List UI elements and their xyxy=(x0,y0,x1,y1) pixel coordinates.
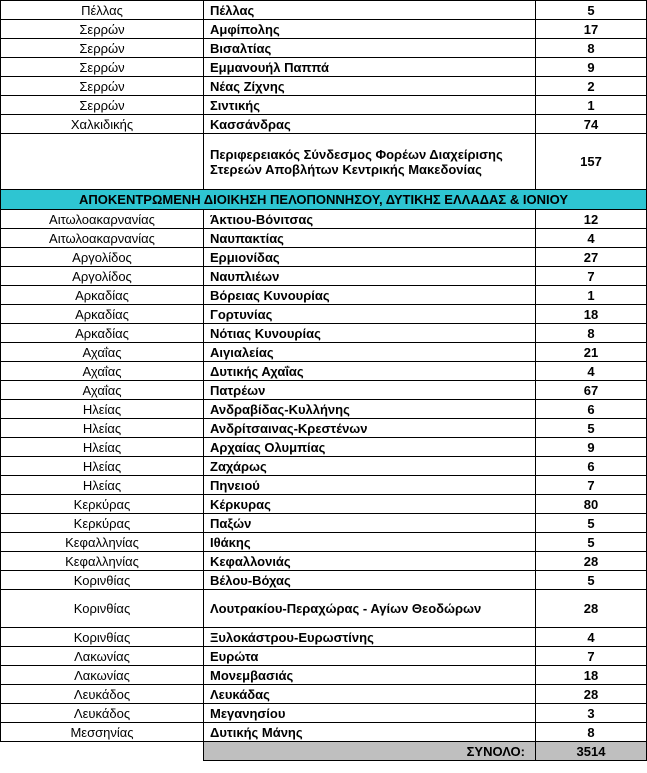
value-cell: 5 xyxy=(536,419,647,438)
prefecture-cell: Σερρών xyxy=(1,39,204,58)
municipality-cell: Παξών xyxy=(204,514,536,533)
total-section xyxy=(1,742,647,761)
prefecture-cell: Αργολίδος xyxy=(1,267,204,286)
table-row xyxy=(1,704,647,723)
value-cell: 157 xyxy=(536,134,647,190)
table-row xyxy=(1,96,647,115)
prefecture-cell: Κορινθίας xyxy=(1,590,204,628)
prefecture-cell: Κεφαλληνίας xyxy=(1,533,204,552)
prefecture-cell: Αρκαδίας xyxy=(1,324,204,343)
prefecture-cell: Σερρών xyxy=(1,20,204,39)
value-cell: 18 xyxy=(536,305,647,324)
prefecture-cell: Πέλλας xyxy=(1,1,204,20)
municipality-cell: Κασσάνδρας xyxy=(204,115,536,134)
municipality-cell: Μονεμβασιάς xyxy=(204,666,536,685)
municipality-cell: Λευκάδας xyxy=(204,685,536,704)
municipality-cell: Ναυπλιέων xyxy=(204,267,536,286)
value-cell: 2 xyxy=(536,77,647,96)
prefecture-cell xyxy=(1,134,204,190)
table-row xyxy=(1,210,647,229)
value-cell: 5 xyxy=(536,533,647,552)
value-cell: 4 xyxy=(536,229,647,248)
table-row xyxy=(1,628,647,647)
table-row xyxy=(1,305,647,324)
prefecture-cell: Ηλείας xyxy=(1,476,204,495)
value-cell: 8 xyxy=(536,723,647,742)
prefecture-cell: Αχαΐας xyxy=(1,343,204,362)
municipality-cell: Ανδρίτσαινας-Κρεστένων xyxy=(204,419,536,438)
value-cell: 6 xyxy=(536,457,647,476)
table-row xyxy=(1,1,647,20)
total-label: ΣΥΝΟΛΟ: xyxy=(204,742,536,761)
municipality-cell: Βέλου-Βόχας xyxy=(204,571,536,590)
municipality-cell: Αιγιαλείας xyxy=(204,343,536,362)
municipality-cell: Βόρειας Κυνουρίας xyxy=(204,286,536,305)
table-row xyxy=(1,58,647,77)
prefecture-cell: Σερρών xyxy=(1,77,204,96)
prefecture-cell: Αχαΐας xyxy=(1,381,204,400)
value-cell: 12 xyxy=(536,210,647,229)
municipality-cell: Κέρκυρας xyxy=(204,495,536,514)
table-row xyxy=(1,723,647,742)
municipality-cell: Αρχαίας Ολυμπίας xyxy=(204,438,536,457)
prefecture-cell: Αρκαδίας xyxy=(1,305,204,324)
table-row xyxy=(1,343,647,362)
municipality-cell: Νότιας Κυνουρίας xyxy=(204,324,536,343)
municipality-cell: Λουτρακίου-Περαχώρας - Αγίων Θεοδώρων xyxy=(204,590,536,628)
table-row xyxy=(1,514,647,533)
value-cell: 80 xyxy=(536,495,647,514)
table-row xyxy=(1,419,647,438)
value-cell: 7 xyxy=(536,647,647,666)
prefecture-cell: Λακωνίας xyxy=(1,647,204,666)
municipality-cell: Πατρέων xyxy=(204,381,536,400)
table-body-bottom xyxy=(1,210,647,742)
value-cell: 8 xyxy=(536,324,647,343)
municipality-cell: Δυτικής Αχαΐας xyxy=(204,362,536,381)
municipality-cell: Πηνειού xyxy=(204,476,536,495)
value-cell: 5 xyxy=(536,1,647,20)
value-cell: 9 xyxy=(536,58,647,77)
table-row xyxy=(1,552,647,571)
value-cell: 5 xyxy=(536,571,647,590)
region-header-row xyxy=(1,190,647,210)
prefecture-cell: Αργολίδος xyxy=(1,248,204,267)
table-row xyxy=(1,115,647,134)
prefecture-cell: Ηλείας xyxy=(1,400,204,419)
prefecture-cell: Μεσσηνίας xyxy=(1,723,204,742)
table-row xyxy=(1,134,647,190)
prefecture-cell: Κερκύρας xyxy=(1,514,204,533)
value-cell: 4 xyxy=(536,628,647,647)
total-value: 3514 xyxy=(536,742,647,761)
municipality-cell: Αμφίπολης xyxy=(204,20,536,39)
table-row xyxy=(1,647,647,666)
table-row xyxy=(1,324,647,343)
table-row xyxy=(1,400,647,419)
total-blank-cell xyxy=(1,742,204,761)
table-row xyxy=(1,77,647,96)
value-cell: 21 xyxy=(536,343,647,362)
prefecture-cell: Αρκαδίας xyxy=(1,286,204,305)
prefecture-cell: Σερρών xyxy=(1,96,204,115)
table-row xyxy=(1,20,647,39)
municipality-cell: Ανδραβίδας-Κυλλήνης xyxy=(204,400,536,419)
table-row xyxy=(1,381,647,400)
prefecture-cell: Αιτωλοακαρνανίας xyxy=(1,229,204,248)
value-cell: 28 xyxy=(536,685,647,704)
table-row xyxy=(1,248,647,267)
value-cell: 27 xyxy=(536,248,647,267)
value-cell: 17 xyxy=(536,20,647,39)
value-cell: 4 xyxy=(536,362,647,381)
prefecture-cell: Σερρών xyxy=(1,58,204,77)
value-cell: 6 xyxy=(536,400,647,419)
prefecture-cell: Κορινθίας xyxy=(1,571,204,590)
value-cell: 9 xyxy=(536,438,647,457)
prefecture-cell: Λακωνίας xyxy=(1,666,204,685)
table-row xyxy=(1,685,647,704)
prefecture-cell: Κερκύρας xyxy=(1,495,204,514)
value-cell: 67 xyxy=(536,381,647,400)
table-row xyxy=(1,39,647,58)
value-cell: 7 xyxy=(536,476,647,495)
municipality-cell: Άκτιου-Βόνιτσας xyxy=(204,210,536,229)
prefecture-cell: Αχαΐας xyxy=(1,362,204,381)
value-cell: 7 xyxy=(536,267,647,286)
table-row xyxy=(1,476,647,495)
total-row xyxy=(1,742,647,761)
table-body-top xyxy=(1,1,647,190)
value-cell: 28 xyxy=(536,552,647,571)
municipality-cell: Ιθάκης xyxy=(204,533,536,552)
municipality-cell: Ναυπακτίας xyxy=(204,229,536,248)
prefecture-cell: Λευκάδος xyxy=(1,685,204,704)
value-cell: 5 xyxy=(536,514,647,533)
prefecture-cell: Κορινθίας xyxy=(1,628,204,647)
table-row xyxy=(1,533,647,552)
table-row xyxy=(1,457,647,476)
value-cell: 28 xyxy=(536,590,647,628)
value-cell: 1 xyxy=(536,96,647,115)
prefecture-cell: Ηλείας xyxy=(1,457,204,476)
table-row xyxy=(1,590,647,628)
prefecture-cell: Αιτωλοακαρνανίας xyxy=(1,210,204,229)
prefecture-cell: Ηλείας xyxy=(1,438,204,457)
municipality-cell: Εμμανουήλ Παππά xyxy=(204,58,536,77)
table-row xyxy=(1,362,647,381)
municipality-cell: Ξυλοκάστρου-Ευρωστίνης xyxy=(204,628,536,647)
value-cell: 3 xyxy=(536,704,647,723)
prefecture-cell: Κεφαλληνίας xyxy=(1,552,204,571)
region-header-section xyxy=(1,190,647,210)
table-row xyxy=(1,438,647,457)
table-row xyxy=(1,267,647,286)
prefecture-cell: Χαλκιδικής xyxy=(1,115,204,134)
municipality-cell: Ευρώτα xyxy=(204,647,536,666)
table-row xyxy=(1,286,647,305)
municipality-cell: Γορτυνίας xyxy=(204,305,536,324)
municipality-cell: Δυτικής Μάνης xyxy=(204,723,536,742)
region-header: ΑΠΟΚΕΝΤΡΩΜΕΝΗ ΔΙΟΙΚΗΣΗ ΠΕΛΟΠΟΝΝΗΣΟΥ, ΔΥΤΙΚΗΣ ΕΛΛΑΔΑΣ & ΙΟΝΙΟΥ xyxy=(1,190,647,210)
municipality-cell: Μεγανησίου xyxy=(204,704,536,723)
table-row xyxy=(1,229,647,248)
prefecture-cell: Λευκάδος xyxy=(1,704,204,723)
municipality-cell: Νέας Ζίχνης xyxy=(204,77,536,96)
value-cell: 8 xyxy=(536,39,647,58)
prefecture-cell: Ηλείας xyxy=(1,419,204,438)
table-row xyxy=(1,495,647,514)
value-cell: 18 xyxy=(536,666,647,685)
municipality-cell: Σιντικής xyxy=(204,96,536,115)
municipality-cell: Βισαλτίας xyxy=(204,39,536,58)
municipality-cell: Περιφερειακός Σύνδεσμος Φορέων Διαχείρισης Στερεών Αποβλήτων Κεντρικής Μακεδονίας xyxy=(204,134,536,190)
municipality-cell: Πέλλας xyxy=(204,1,536,20)
table-row xyxy=(1,666,647,685)
value-cell: 74 xyxy=(536,115,647,134)
municipality-cell: Κεφαλλονιάς xyxy=(204,552,536,571)
municipality-cell: Ερμιονίδας xyxy=(204,248,536,267)
municipality-cell: Ζαχάρως xyxy=(204,457,536,476)
value-cell: 1 xyxy=(536,286,647,305)
table-row xyxy=(1,571,647,590)
